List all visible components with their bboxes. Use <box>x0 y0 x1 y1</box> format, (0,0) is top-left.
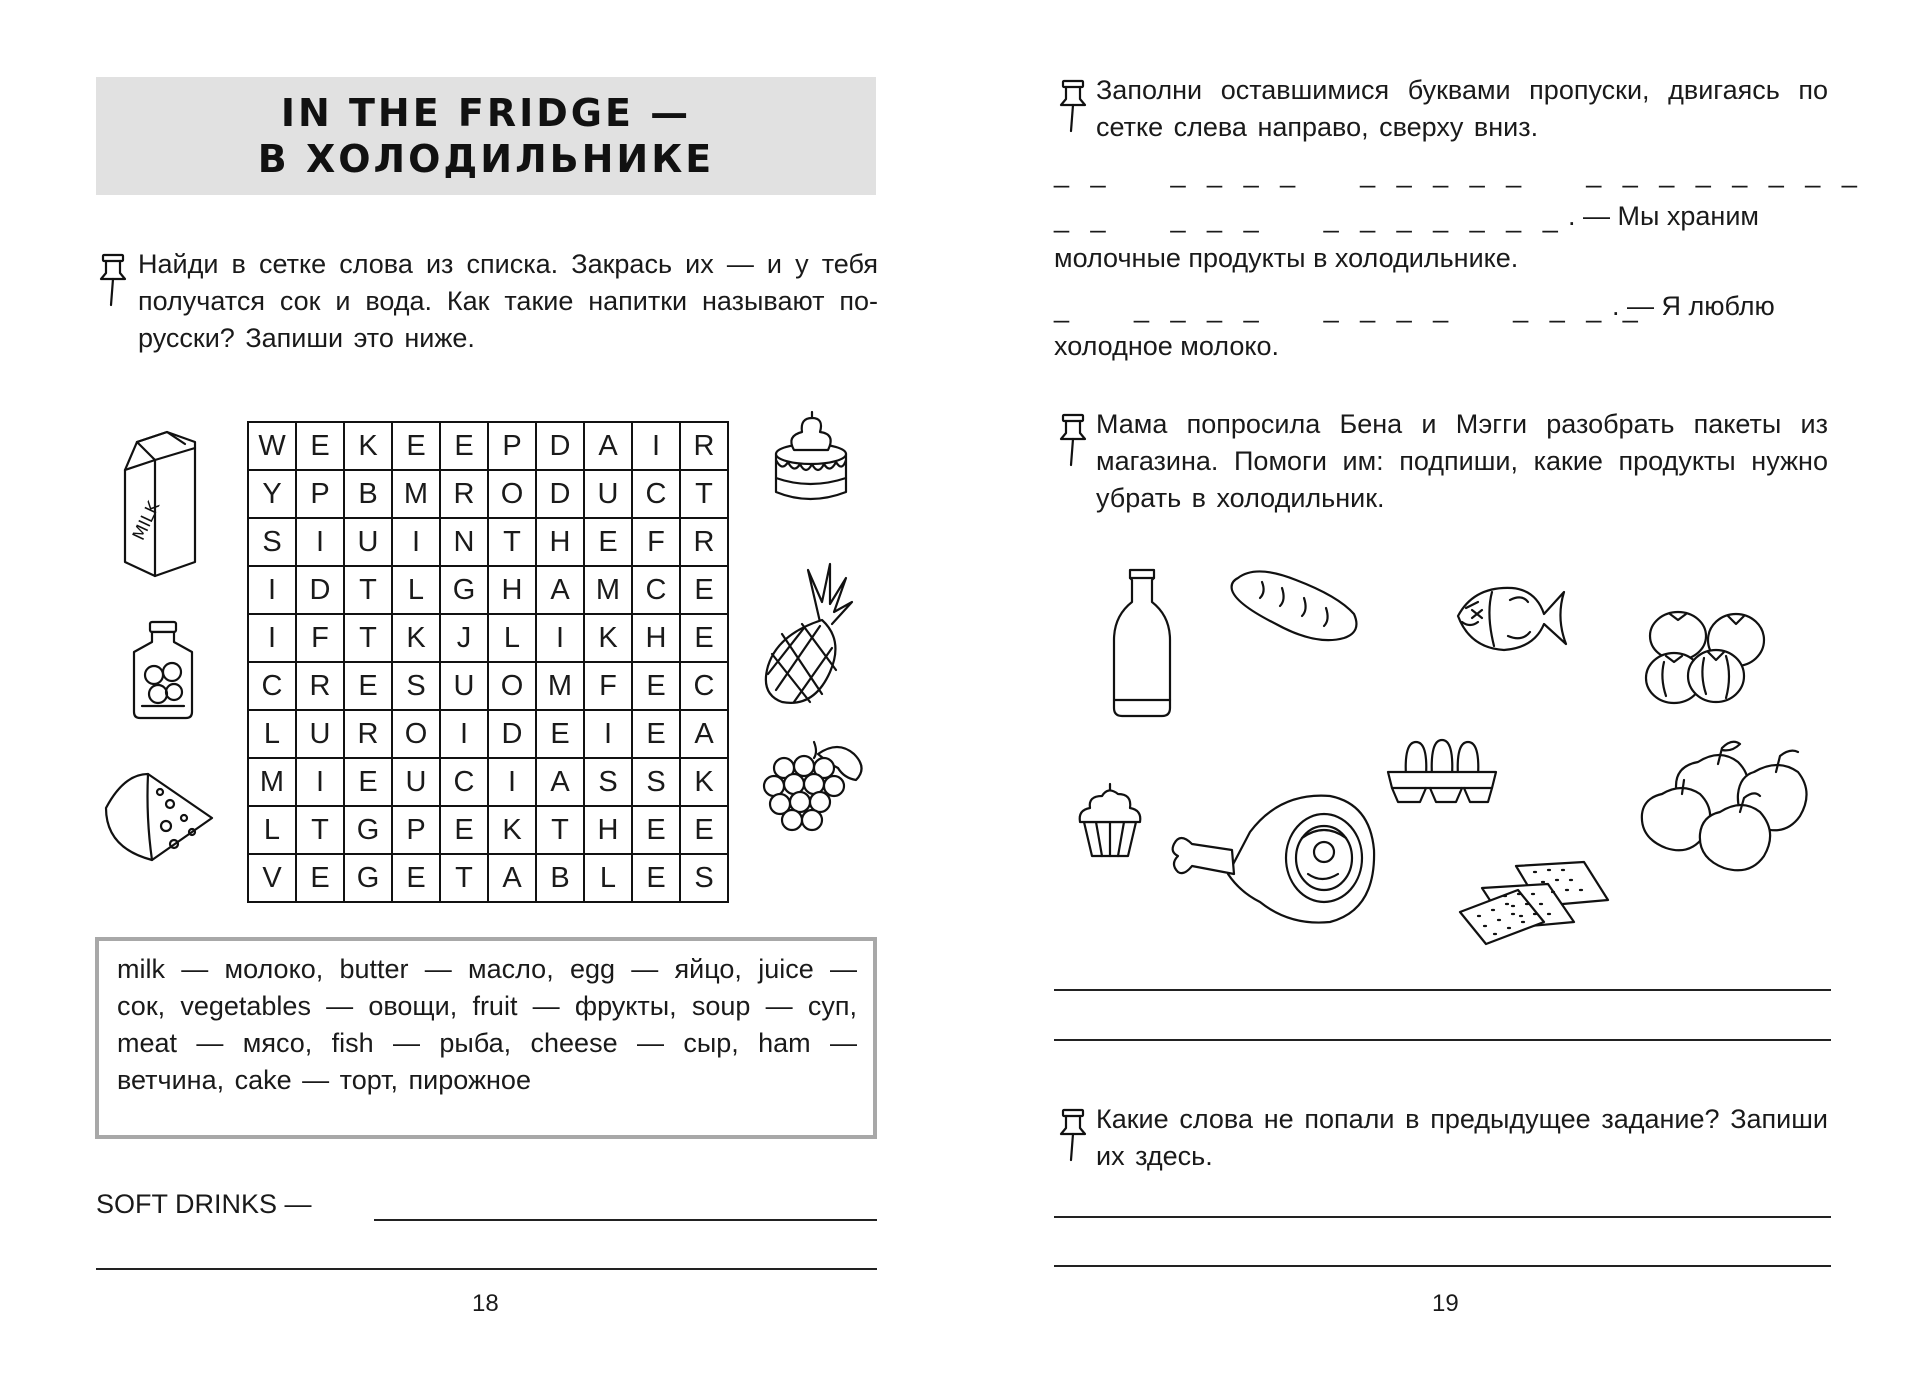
grid-cell[interactable]: L <box>248 806 296 854</box>
grid-cell[interactable]: M <box>536 662 584 710</box>
grid-cell[interactable]: U <box>440 662 488 710</box>
grid-cell[interactable]: F <box>296 614 344 662</box>
grid-cell[interactable]: T <box>440 854 488 902</box>
grid-cell[interactable]: S <box>248 518 296 566</box>
grid-cell[interactable]: E <box>632 662 680 710</box>
grid-cell[interactable]: L <box>584 854 632 902</box>
cake-icon <box>768 408 858 508</box>
grid-cell[interactable]: V <box>248 854 296 902</box>
egg-carton-icon <box>1380 736 1504 806</box>
grid-cell[interactable]: M <box>248 758 296 806</box>
grid-cell[interactable]: K <box>680 758 728 806</box>
grid-cell[interactable]: R <box>296 662 344 710</box>
fill-line-5-text: холодное молоко. <box>1054 331 1279 361</box>
vocabulary-box: milk — молоко, butter — масло, egg — яйцо, juice — сок, vegetables — овощи, fruit — фрукты, soup — суп, meat — мясо, fish — рыба, cheese — сыр, ham — ветчина, cake — торт, пирожное <box>95 937 877 1139</box>
page-number-left: 18 <box>472 1290 499 1317</box>
grid-cell[interactable]: I <box>440 710 488 758</box>
grid-cell[interactable]: M <box>584 566 632 614</box>
grid-row <box>248 614 728 662</box>
grid-cell[interactable]: A <box>488 854 536 902</box>
grid-cell[interactable]: D <box>536 470 584 518</box>
grid-row <box>248 470 728 518</box>
remaining-words-line-1[interactable] <box>1054 1216 1831 1218</box>
grid-cell[interactable]: H <box>536 518 584 566</box>
milk-carton-label: MILK <box>129 498 165 544</box>
grid-cell[interactable]: L <box>488 614 536 662</box>
fill-line-4[interactable]: _ _ _ _ _ _ _ _ _ _ _ _ _ <box>1054 293 1645 323</box>
grid-cell[interactable]: K <box>344 422 392 470</box>
grid-cell[interactable]: O <box>488 662 536 710</box>
grid-cell[interactable]: D <box>296 566 344 614</box>
grid-cell[interactable]: U <box>344 518 392 566</box>
grid-cell[interactable]: A <box>584 422 632 470</box>
grid-cell[interactable]: K <box>392 614 440 662</box>
grid-cell[interactable]: L <box>248 710 296 758</box>
grid-cell[interactable]: O <box>488 470 536 518</box>
grid-cell[interactable]: I <box>392 518 440 566</box>
milk-carton-icon <box>115 430 205 580</box>
grid-cell[interactable]: E <box>680 566 728 614</box>
grid-cell[interactable]: E <box>392 854 440 902</box>
grid-cell[interactable]: N <box>440 518 488 566</box>
grid-cell[interactable]: T <box>488 518 536 566</box>
grid-row <box>248 854 728 902</box>
grid-cell[interactable]: R <box>680 518 728 566</box>
word-search-grid <box>247 421 729 903</box>
grid-cell[interactable]: S <box>632 758 680 806</box>
cheese-icon <box>100 768 215 863</box>
grid-cell[interactable]: I <box>296 758 344 806</box>
grid-cell[interactable]: E <box>440 422 488 470</box>
milk-bottle-icon <box>1110 568 1174 718</box>
grid-cell[interactable]: E <box>344 662 392 710</box>
grapes-icon <box>758 738 868 833</box>
grid-cell[interactable]: E <box>296 422 344 470</box>
fill-line-4-suffix: . — Я люблю <box>1612 291 1775 321</box>
grid-cell[interactable]: I <box>488 758 536 806</box>
fish-icon <box>1452 578 1570 658</box>
grid-cell[interactable]: I <box>584 710 632 758</box>
title-english: IN THE FRIDGE — <box>280 91 692 135</box>
grid-cell[interactable]: K <box>488 806 536 854</box>
grid-cell[interactable]: E <box>632 854 680 902</box>
bread-loaf-icon <box>1226 562 1362 647</box>
grid-cell[interactable]: G <box>440 566 488 614</box>
apples-icon <box>1636 728 1812 876</box>
grid-cell[interactable]: B <box>344 470 392 518</box>
grid-row <box>248 566 728 614</box>
pineapple-icon <box>760 562 852 712</box>
grid-cell[interactable]: Y <box>248 470 296 518</box>
grid-cell[interactable]: U <box>584 470 632 518</box>
grid-cell[interactable]: I <box>296 518 344 566</box>
page-title-box <box>96 77 876 195</box>
soft-drinks-prompt: SOFT DRINKS — <box>96 1189 312 1219</box>
grid-cell[interactable]: J <box>440 614 488 662</box>
grid-row <box>248 518 728 566</box>
fill-line-2-suffix: . — Мы храним <box>1568 201 1759 231</box>
task3-text: Мама попросила Бена и Мэгги разобрать пакеты из магазина. Помоги им: подпиши, какие продукты нужно убрать в холодильник. <box>1096 409 1828 513</box>
grid-cell[interactable]: D <box>488 710 536 758</box>
grid-cell[interactable]: F <box>632 518 680 566</box>
grid-cell[interactable]: T <box>536 806 584 854</box>
grid-cell[interactable]: P <box>296 470 344 518</box>
fill-line-3-text: молочные продукты в холодильнике. <box>1054 243 1519 273</box>
answer-line-2[interactable] <box>96 1268 877 1270</box>
grid-cell[interactable]: T <box>344 614 392 662</box>
grid-cell[interactable]: T <box>680 470 728 518</box>
grid-cell[interactable]: C <box>440 758 488 806</box>
grid-row <box>248 806 728 854</box>
fill-line-1[interactable]: _ _ _ _ _ _ _ _ _ _ _ _ _ _ _ _ _ _ _ <box>1054 158 1864 188</box>
grid-cell[interactable]: I <box>632 422 680 470</box>
grid-cell[interactable]: A <box>680 710 728 758</box>
grid-cell[interactable]: E <box>440 806 488 854</box>
grid-cell[interactable]: C <box>680 662 728 710</box>
grid-cell[interactable]: M <box>392 470 440 518</box>
pushpin-icon <box>98 253 128 309</box>
grid-cell[interactable]: I <box>248 566 296 614</box>
grid-cell[interactable]: S <box>392 662 440 710</box>
grid-cell[interactable]: E <box>536 710 584 758</box>
grid-cell[interactable]: C <box>632 566 680 614</box>
grid-cell[interactable]: H <box>632 614 680 662</box>
grid-cell[interactable]: S <box>680 854 728 902</box>
remaining-words-line-2[interactable] <box>1054 1265 1831 1267</box>
grid-cell[interactable]: E <box>296 854 344 902</box>
grid-cell[interactable]: H <box>584 806 632 854</box>
answer-line-1[interactable] <box>374 1219 877 1221</box>
grid-cell[interactable]: C <box>248 662 296 710</box>
grid-cell[interactable]: W <box>248 422 296 470</box>
grid-cell[interactable]: I <box>536 614 584 662</box>
grid-cell[interactable]: T <box>344 566 392 614</box>
grid-cell[interactable]: U <box>296 710 344 758</box>
task4-text: Какие слова не попали в предыдущее задание? Запиши их здесь. <box>1096 1104 1828 1171</box>
grid-cell[interactable]: R <box>344 710 392 758</box>
grid-cell[interactable]: D <box>536 422 584 470</box>
grid-cell[interactable]: R <box>680 422 728 470</box>
grid-cell[interactable]: O <box>392 710 440 758</box>
grid-row <box>248 758 728 806</box>
grid-cell[interactable]: B <box>536 854 584 902</box>
pushpin-icon <box>1058 79 1088 135</box>
pushpin-icon <box>1058 1108 1088 1164</box>
jam-jar-icon <box>128 620 198 720</box>
ham-leg-icon <box>1170 792 1376 927</box>
grid-cell[interactable]: I <box>248 614 296 662</box>
grid-cell[interactable]: A <box>536 566 584 614</box>
grid-cell[interactable]: S <box>584 758 632 806</box>
grid-cell[interactable]: P <box>488 422 536 470</box>
grid-cell[interactable]: C <box>632 470 680 518</box>
grid-cell[interactable]: E <box>680 806 728 854</box>
grocery-answer-line-2[interactable] <box>1054 1039 1831 1041</box>
grid-cell[interactable]: H <box>488 566 536 614</box>
task1-text: Найди в сетке слова из списка. Закрась их — и у тебя получатся сок и вода. Как такие напитки называют по-русски? Запиши это ниже. <box>138 249 878 353</box>
grid-cell[interactable]: A <box>536 758 584 806</box>
grid-cell[interactable]: L <box>392 566 440 614</box>
grid-cell[interactable]: E <box>344 758 392 806</box>
grid-cell[interactable]: G <box>344 806 392 854</box>
grid-cell[interactable]: E <box>680 614 728 662</box>
grid-cell[interactable]: E <box>584 518 632 566</box>
grid-cell[interactable]: F <box>584 662 632 710</box>
grid-cell[interactable]: P <box>392 806 440 854</box>
grocery-answer-line-1[interactable] <box>1054 989 1831 991</box>
grid-row <box>248 710 728 758</box>
fill-line-2[interactable]: _ _ _ _ _ _ _ _ _ _ _ _ <box>1054 203 1565 233</box>
grid-cell[interactable]: E <box>392 422 440 470</box>
grid-row <box>248 662 728 710</box>
grid-cell[interactable]: K <box>584 614 632 662</box>
grid-cell[interactable]: U <box>392 758 440 806</box>
tomatoes-icon <box>1640 598 1770 708</box>
grid-cell[interactable]: E <box>632 710 680 758</box>
grid-cell[interactable]: G <box>344 854 392 902</box>
title-russian: В ХОЛОДИЛЬНИКЕ <box>257 137 715 181</box>
grid-cell[interactable]: R <box>440 470 488 518</box>
grid-cell[interactable]: E <box>632 806 680 854</box>
page-number-right: 19 <box>1432 1290 1459 1317</box>
crackers-icon <box>1456 860 1614 946</box>
pushpin-icon <box>1058 413 1088 469</box>
cupcake-icon <box>1074 782 1146 860</box>
grid-row <box>248 422 728 470</box>
grid-cell[interactable]: T <box>296 806 344 854</box>
task2-text: Заполни оставшимися буквами пропуски, двигаясь по сетке слева направо, сверху вниз. <box>1096 75 1828 142</box>
